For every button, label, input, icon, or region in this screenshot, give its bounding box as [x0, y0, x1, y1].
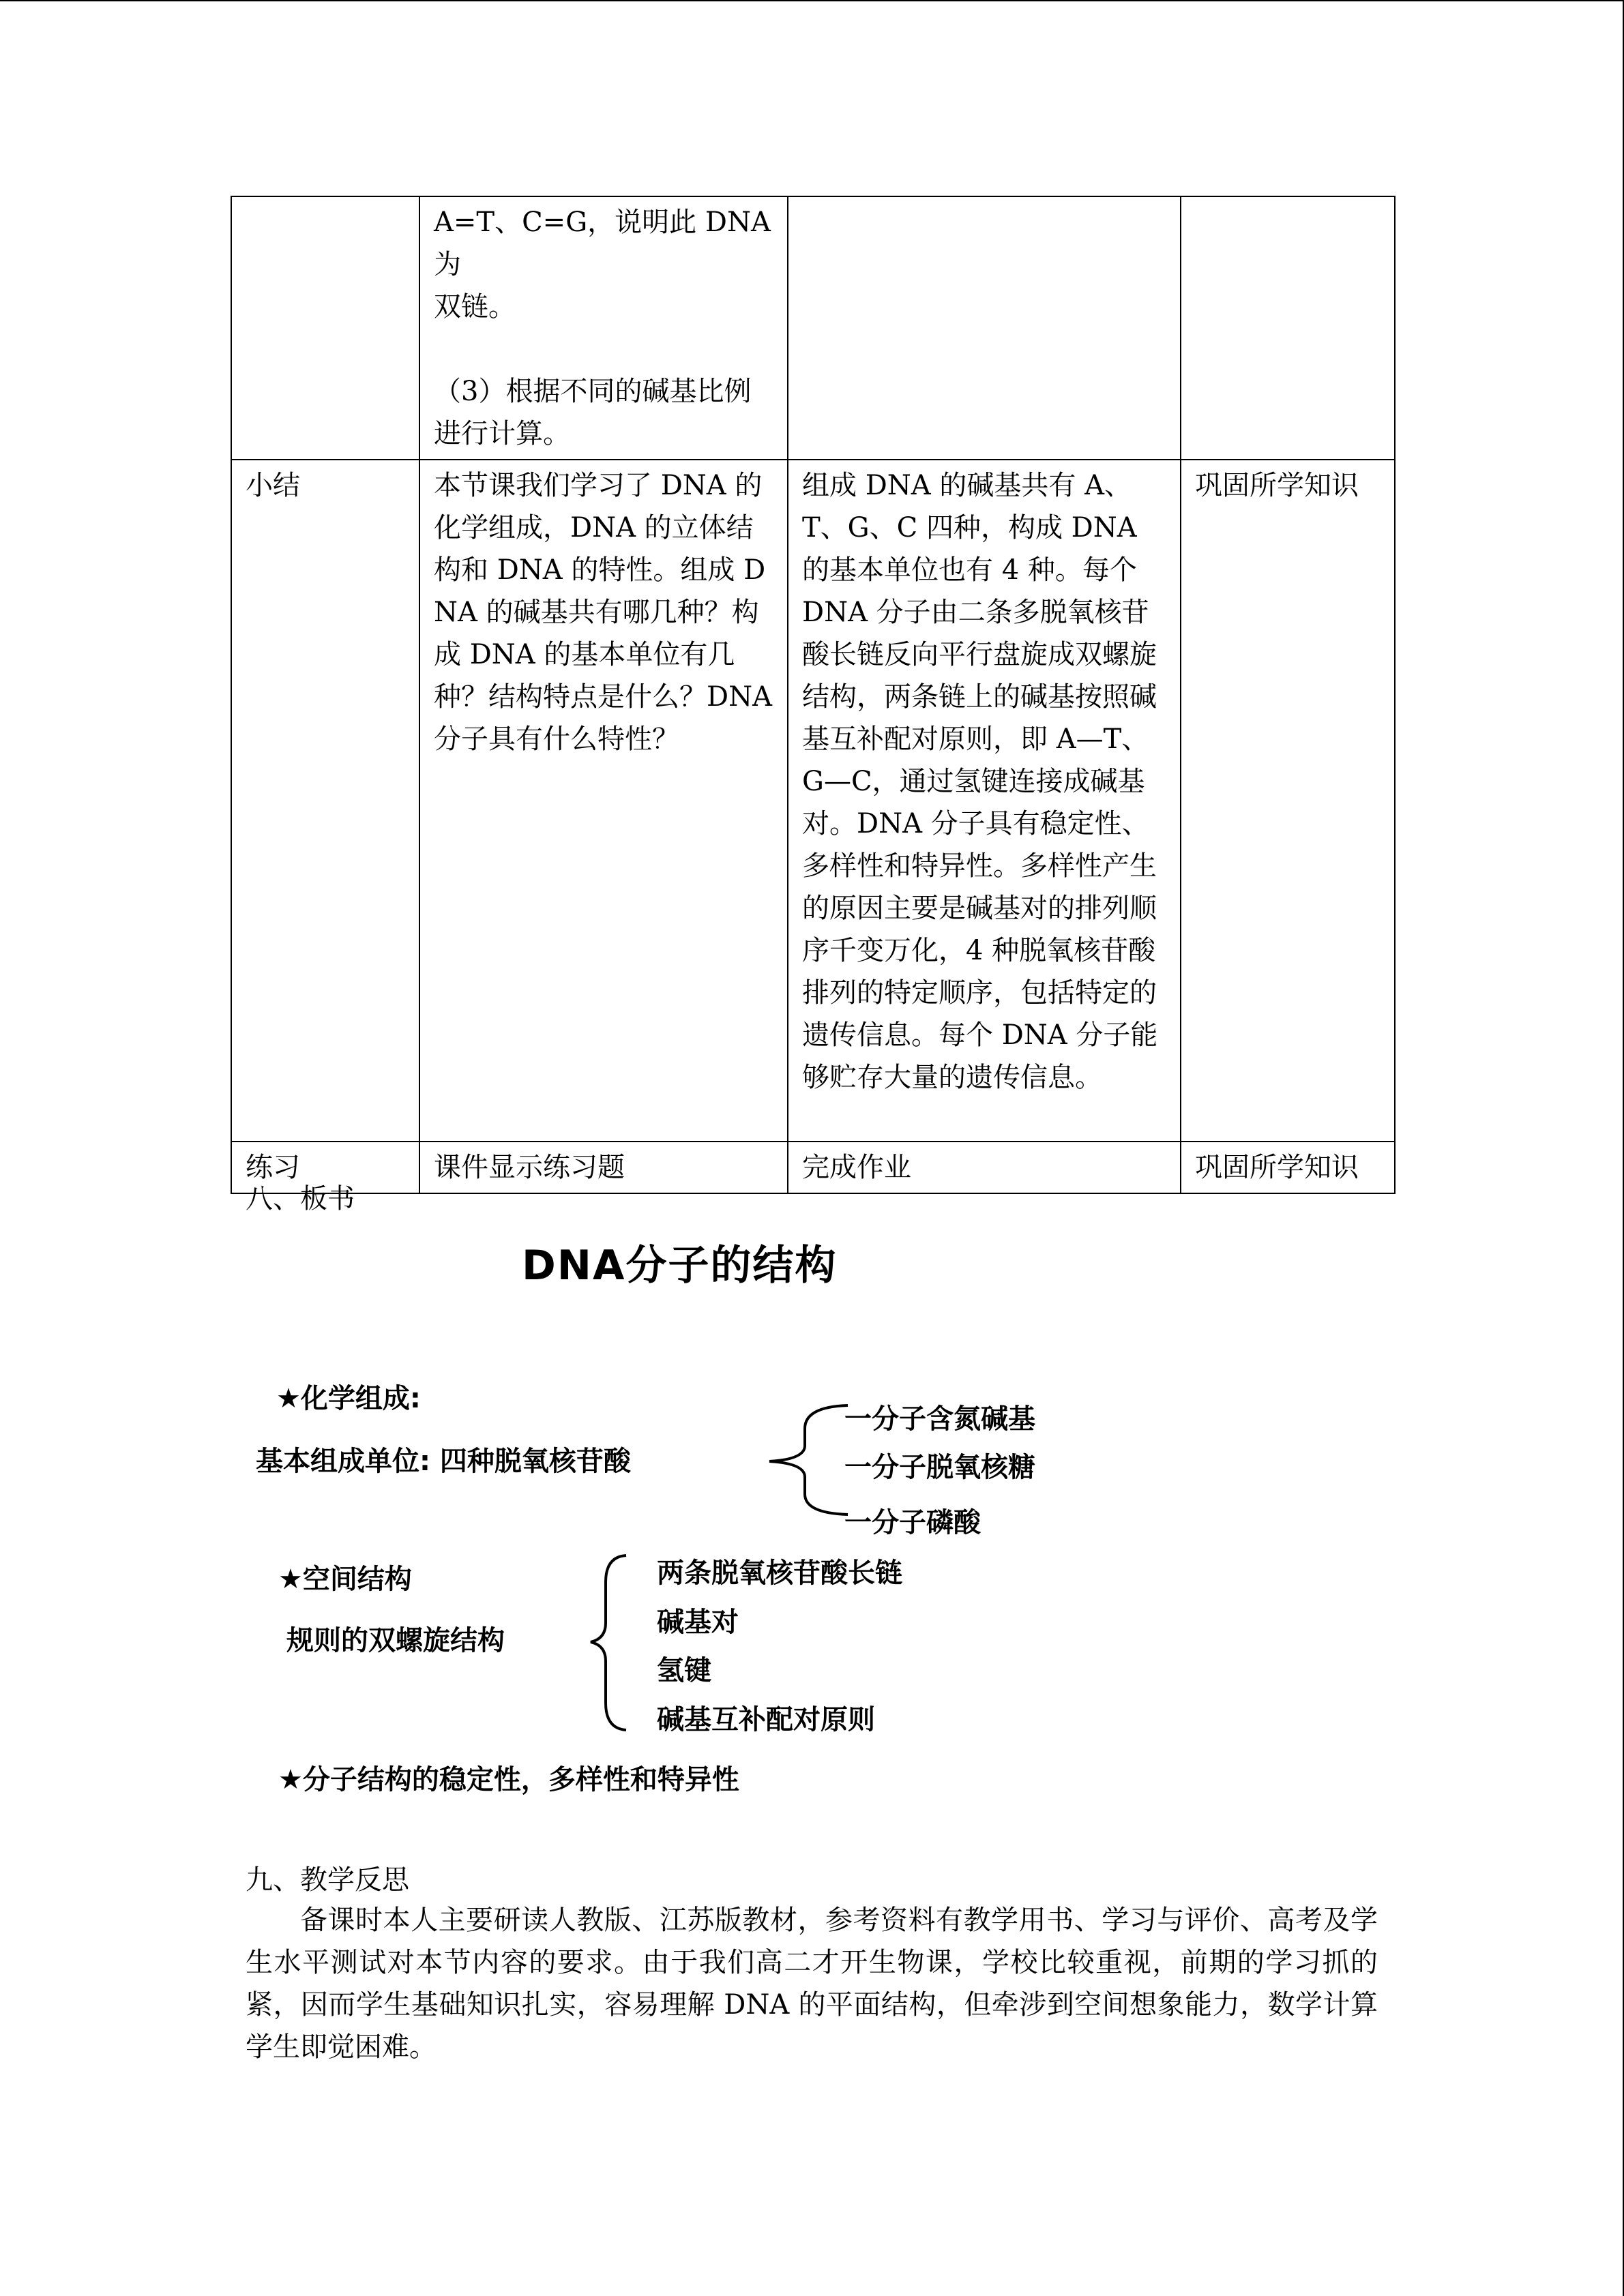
table-row	[231, 196, 1395, 460]
table-cell: 本节课我们学习了 DNA 的化学组成，DNA 的立体结构和 DNA 的特性。组成 DNA 的碱基共有哪几种？构成 DNA 的基本单位有几种？结构特点是什么？DNA 分子具有什么特性？	[419, 460, 788, 1142]
helix-part: 氢键	[657, 1655, 711, 1686]
unit-part: 一分子磷酸	[844, 1507, 981, 1538]
board-properties: ★分子结构的稳定性，多样性和特异性	[278, 1764, 739, 1795]
table-row	[231, 1142, 1395, 1193]
table-cell: 小结	[231, 460, 419, 1142]
board-chem-heading: ★化学组成:	[276, 1383, 421, 1414]
board-space-heading: ★空间结构	[278, 1564, 412, 1595]
helix-part: 碱基互补配对原则	[657, 1704, 875, 1735]
table-cell: 课件显示练习题	[419, 1142, 788, 1193]
helix-part: 两条脱氧核苷酸长链	[657, 1557, 902, 1589]
brace-icon	[763, 1401, 851, 1517]
table-cell: A=T、C=G，说明此 DNA 为 双链。 （3）根据不同的碱基比例 进行计算。	[419, 196, 788, 460]
helix-part: 碱基对	[657, 1607, 739, 1638]
brace-icon	[587, 1551, 634, 1735]
reflection-paragraph: 备课时本人主要研读人教版、江苏版教材，参考资料有教学用书、学习与评价、高考及学生水平测试对本节内容的要求。由于我们高二才开生物课，学校比较重视，前期的学习抓的紧，因而学生基础知识扎实，容易理解 DNA 的平面结构，但牵涉到空间想象能力，数学计算学生即觉困难。	[246, 1905, 1378, 2063]
table-cell: 完成作业	[788, 1142, 1181, 1193]
page-top-border	[0, 0, 1623, 1]
board-title: DNA分子的结构	[522, 1242, 838, 1289]
table-row	[231, 460, 1395, 1142]
board-basic-unit: 基本组成单位: 四种脱氧核苷酸	[256, 1446, 631, 1477]
table-cell	[231, 196, 419, 460]
section-heading-reflection: 九、教学反思	[246, 1864, 409, 1896]
table-cell	[1181, 196, 1395, 460]
table-cell	[788, 196, 1181, 460]
board-double-helix: 规则的双螺旋结构	[286, 1625, 505, 1656]
table-cell: 巩固所学知识	[1181, 1142, 1395, 1193]
section-heading-board: 八、板书	[246, 1183, 355, 1214]
unit-part: 一分子脱氧核糖	[844, 1452, 1035, 1483]
unit-part: 一分子含氮碱基	[844, 1403, 1035, 1435]
table-cell: 组成 DNA 的碱基共有 A、T、G、C 四种，构成 DNA 的基本单位也有 4 种。每个 DNA 分子由二条多脱氧核苷酸长链反向平行盘旋成双螺旋结构，两条链上的碱基按照碱基互补配对原则，即 A—T、G—C，通过氢键连接成碱基对。DNA 分子具有稳定性、多样性和特异性。多样性产生的原因主要是碱基对的排列顺序千变万化，4 种脱氧核苷酸排列的特定顺序，包括特定的遗传信息。每个 DNA 分子能够贮存大量的遗传信息。	[788, 460, 1181, 1142]
table-cell: 巩固所学知识	[1181, 460, 1395, 1142]
lesson-plan-table	[231, 196, 1396, 1194]
table-cell: 练习	[231, 1142, 419, 1193]
